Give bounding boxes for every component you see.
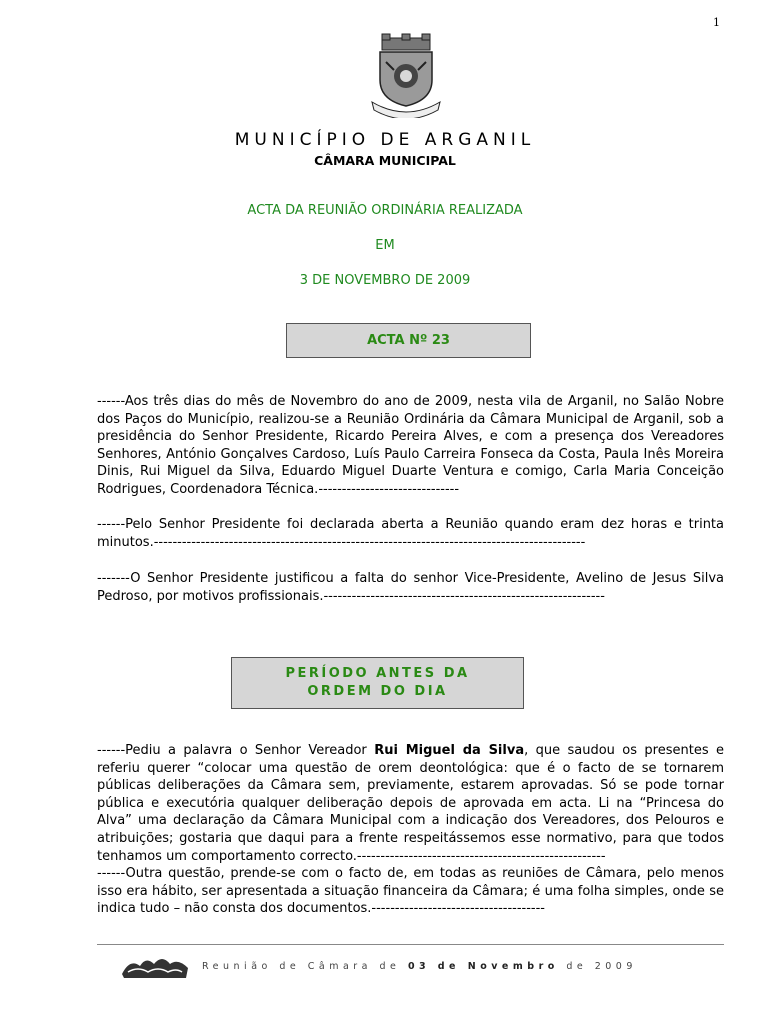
section-heading-box bbox=[231, 657, 524, 709]
footer-logo-icon bbox=[120, 952, 190, 980]
paragraph-absence: -------O Senhor Presidente justificou a falta do senhor Vice-Presidente, Avelino de Jesus Silva Pedroso, por motivos profissionais.------------------------------------------------------------ bbox=[97, 571, 724, 604]
paragraph-start: ------Pediu a palavra o Senhor Vereador bbox=[97, 743, 375, 758]
footer-month: de Novembro bbox=[437, 961, 559, 972]
footer-text bbox=[202, 961, 637, 972]
paragraph-attendance: ------Aos três dias do mês de Novembro do ano de 2009, nesta vila de Arganil, no Salão Nobre dos Paços do Município, realizou-se a Reunião Ordinária da Câmara Municipal de Arganil, sob a presidência do Senhor Presidente, Ricardo Pereira Alves, e com a presença dos Vereadores Senhores, António Gonçalves Cardoso, Luís Paulo Carreira Fonseca da Costa, Paula Inês Moreira Dinis, Rui Miguel da Silva, Eduardo Miguel Duarte Ventura e comigo, Carla Maria Conceição Rodrigues, Coordenadora Técnica.------------------------------ bbox=[97, 394, 724, 497]
paragraph-councillor-intervention bbox=[97, 742, 724, 865]
minutes-date: 3 DE NOVEMBRO DE 2009 bbox=[299, 273, 471, 288]
paragraph-financial-question: ------Outra questão, prende-se com o facto de, em todas as reuniões de Câmara, pelo menos isso era hábito, ser apresentada a situação financeira da Câmara; é uma folha simples, onde se indica tudo – não consta dos documentos.------------------------------------- bbox=[97, 866, 724, 917]
paragraph-rest: , que saudou os presentes e referiu querer “colocar uma questão de orem deontológica: que é o facto de se tornarem públicas deliberações da Câmara sem, previamente, estarem aprovadas. Só se pode tornar pública e executória qualquer deliberação depois de aprovada em acta. Li na “Princesa do Alva” uma declaração da Câmara Municipal com a indicação dos Vereadores, dos Pelouros e atribuições; gostaria que daqui para a frente respeitássemos esse normativo, para que todos tenhamos um comportamento correcto.----------------------------------------------------- bbox=[97, 743, 725, 864]
section-heading-line1: PERÍODO ANTES DA bbox=[285, 666, 470, 681]
chamber-subtitle: CÂMARA MUNICIPAL bbox=[314, 153, 456, 168]
municipality-title: MUNICÍPIO DE ARGANIL bbox=[234, 130, 536, 150]
councillor-name: Rui Miguel da Silva bbox=[374, 743, 525, 758]
municipal-crest-icon bbox=[364, 32, 448, 118]
footer-prefix: Reunião de Câmara de bbox=[202, 961, 401, 972]
acta-number-box: ACTA Nº 23 bbox=[286, 323, 531, 358]
footer-divider bbox=[97, 944, 724, 945]
paragraph-opening: ------Pelo Senhor Presidente foi declarada aberta a Reunião quando eram dez horas e trinta minutos.-------------------------------------------------------------------------------------------- bbox=[97, 517, 724, 550]
section-heading-line2: ORDEM DO DIA bbox=[307, 684, 448, 699]
minutes-heading-line1: ACTA DA REUNIÃO ORDINÁRIA REALIZADA bbox=[247, 203, 523, 218]
minutes-heading-line2: EM bbox=[375, 238, 395, 253]
footer-suffix: de 2009 bbox=[566, 961, 637, 972]
footer-day: 03 bbox=[407, 961, 431, 972]
page-number: 1 bbox=[713, 16, 720, 29]
